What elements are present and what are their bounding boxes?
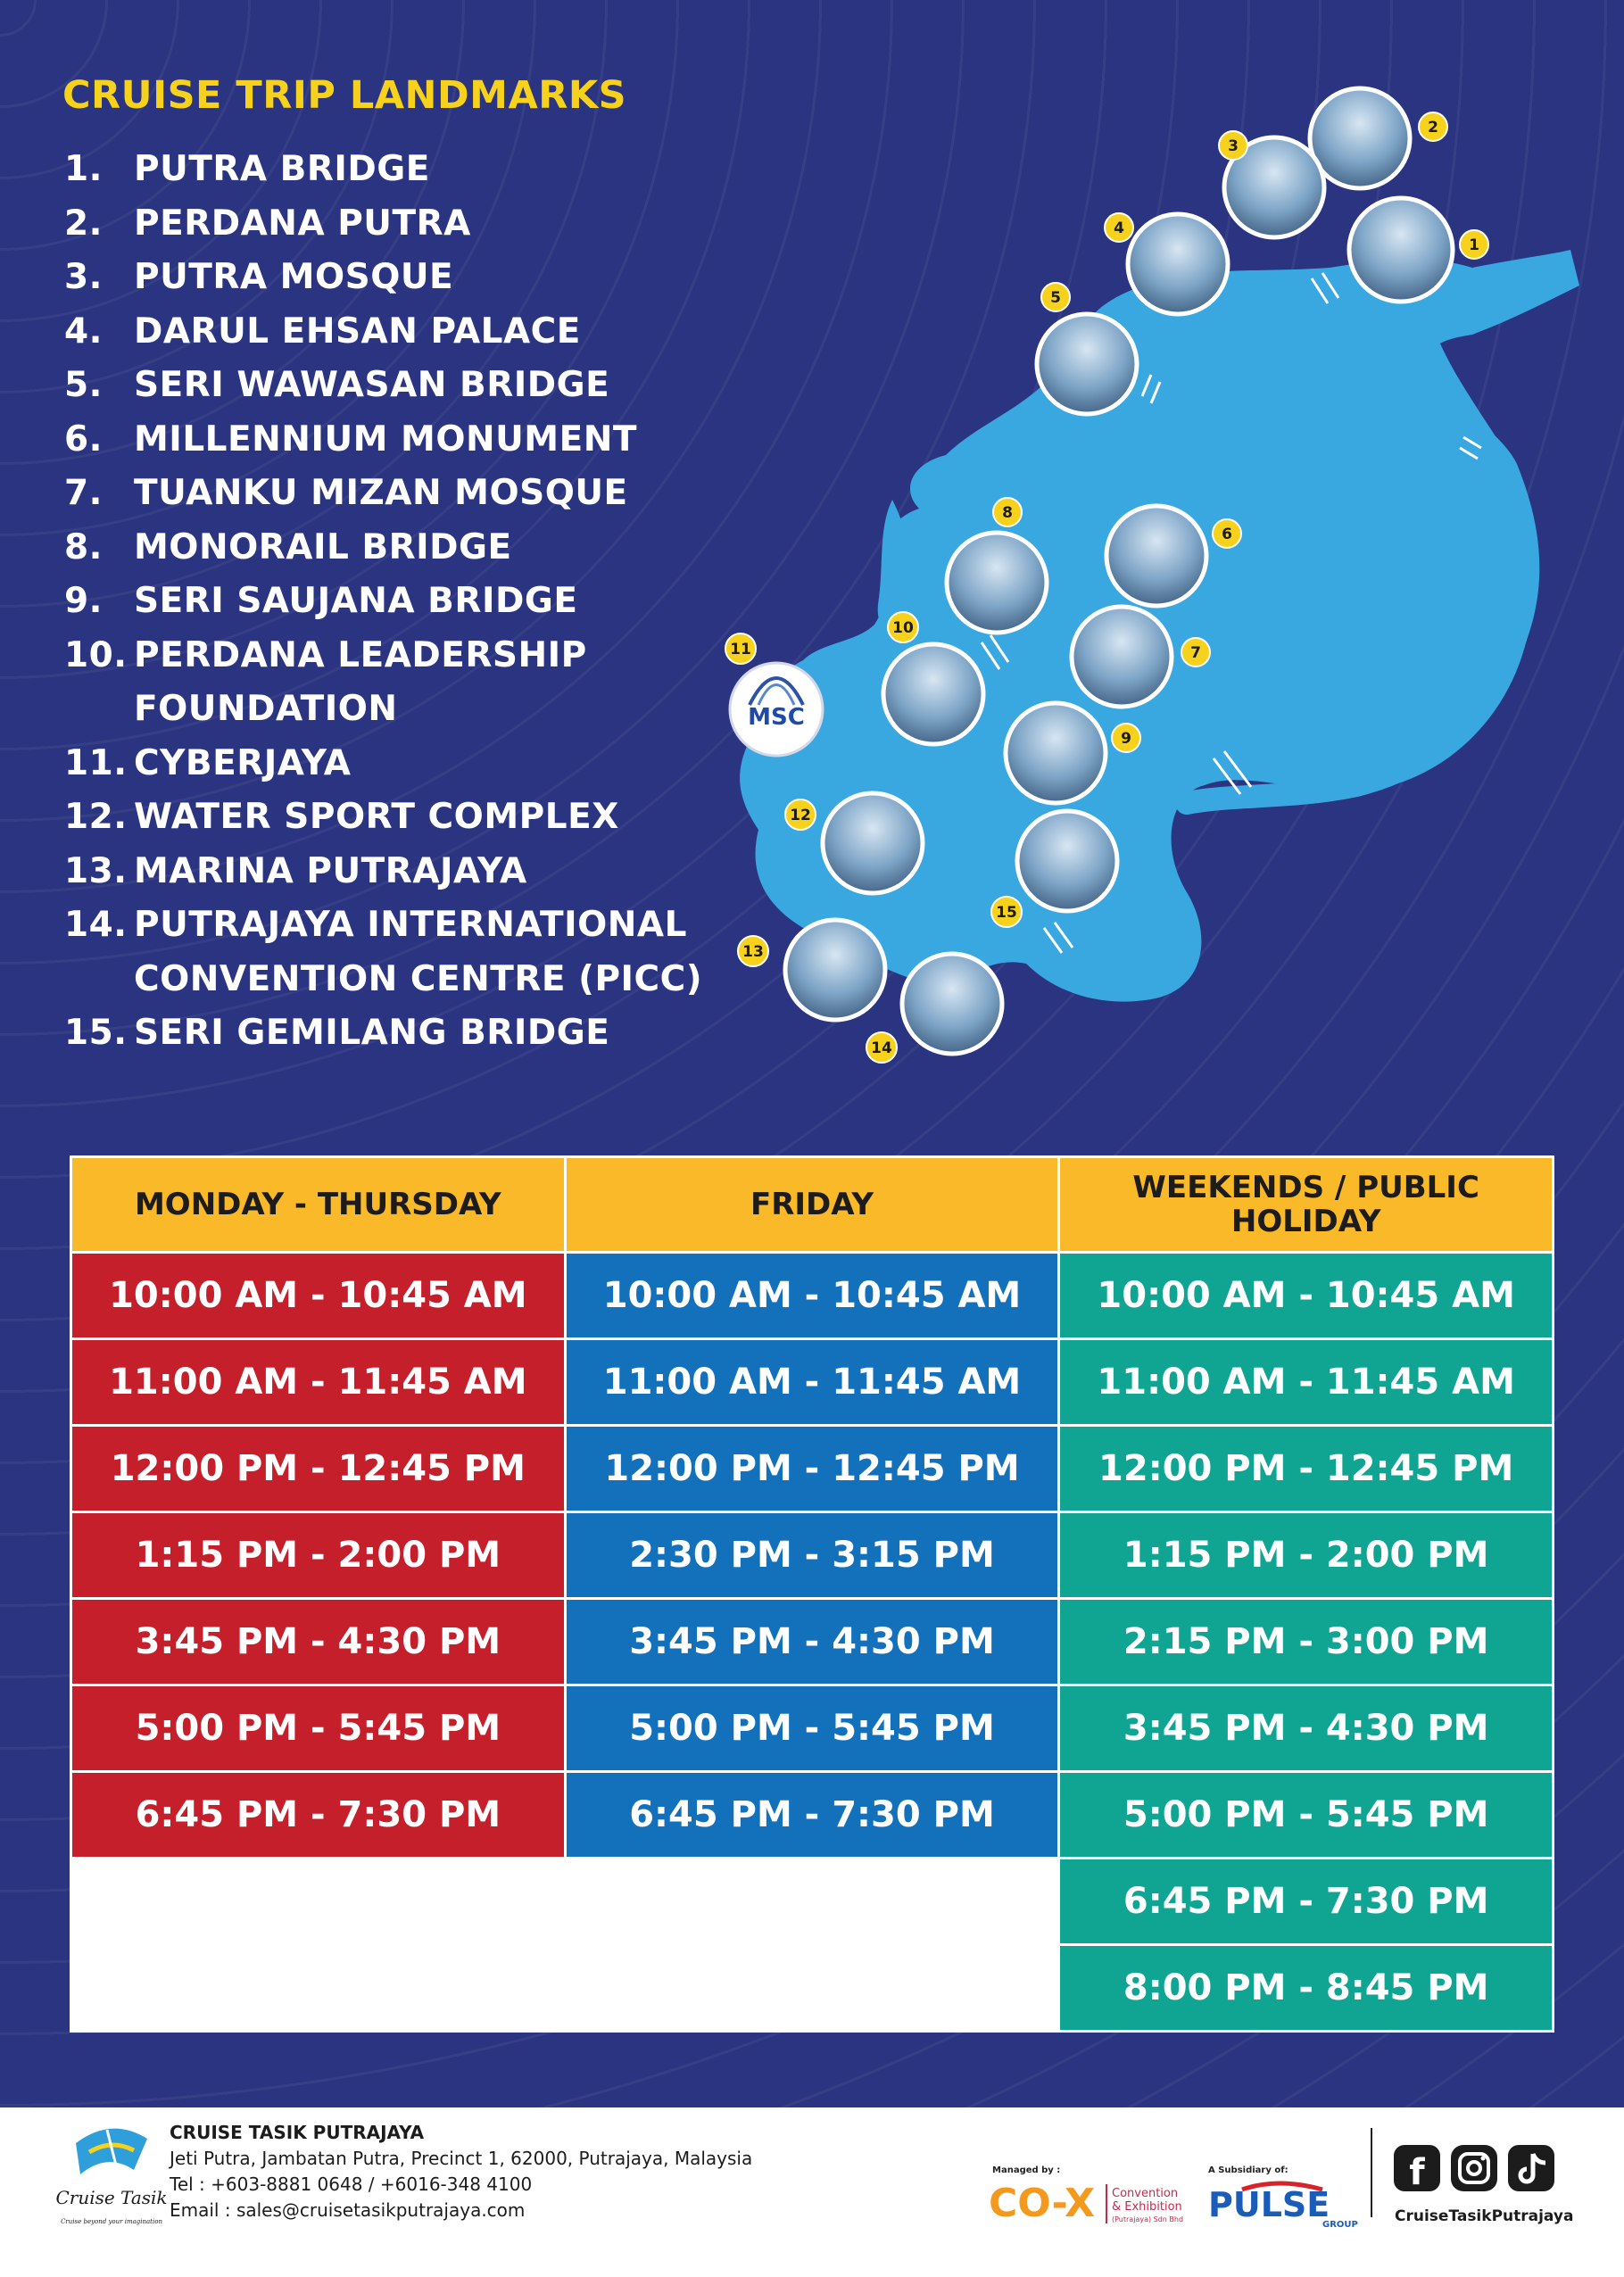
svg-text:10: 10 — [892, 619, 914, 637]
landmark-item: 12. WATER SPORT COMPLEX — [64, 797, 619, 837]
landmark-item: 6. MILLENNIUM MONUMENT — [64, 418, 637, 460]
cyberjaya-msc-logo — [730, 663, 823, 756]
svg-text:9: 9 — [1121, 730, 1131, 748]
table-row — [71, 1339, 1554, 1426]
mon-thu-slot: 3:45 PM - 4:30 PM — [71, 1599, 566, 1685]
landmark-item: 9. SERI SAUJANA BRIDGE — [64, 581, 578, 621]
landmark-item: 14. PUTRAJAYA INTERNATIONAL CONVENTION CENTRE (PICC) — [64, 905, 703, 999]
weekend-slot: 8:00 PM - 8:45 PM — [1059, 1945, 1554, 2032]
marker-7 — [1181, 638, 1210, 667]
header-weekends-label: WEEKENDS / PUBLIC HOLIDAY — [1132, 1170, 1479, 1239]
svg-text:2: 2 — [1428, 119, 1438, 137]
facebook-icon[interactable] — [1394, 2145, 1440, 2193]
mon-thu-slot: N/A — [71, 1859, 566, 1945]
table-row — [71, 1859, 1554, 1945]
marker-9 — [1112, 724, 1140, 752]
svg-text:1: 1 — [1469, 236, 1479, 254]
svg-text:MSC: MSC — [748, 704, 805, 731]
landmark-photo-10 — [883, 644, 983, 744]
friday-slot: 12:00 PM - 12:45 PM — [565, 1426, 1059, 1512]
friday-slot: N/A — [565, 1945, 1059, 2032]
landmark-photo-4 — [1128, 214, 1228, 314]
mon-thu-slot: 5:00 PM - 5:45 PM — [71, 1685, 566, 1772]
marker-14 — [866, 1032, 897, 1063]
company-info — [170, 2120, 752, 2223]
weekend-slot: 10:00 AM - 10:45 AM — [1059, 1253, 1554, 1339]
svg-text:GROUP: GROUP — [1322, 2220, 1358, 2230]
social-icons — [1392, 2141, 1562, 2195]
header-friday: FRIDAY — [565, 1157, 1059, 1253]
landmark-item: 15. SERI GEMILANG BRIDGE — [64, 1013, 610, 1053]
friday-slot: 5:00 PM - 5:45 PM — [565, 1685, 1059, 1772]
tiktok-icon[interactable] — [1508, 2145, 1554, 2191]
svg-text:& Exhibition: & Exhibition — [1112, 2200, 1182, 2214]
friday-slot: 6:45 PM - 7:30 PM — [565, 1772, 1059, 1859]
landmark-item: 5. SERI WAWASAN BRIDGE — [64, 365, 610, 405]
company-tel: Tel : +603-8881 0648 / +6016-348 4100 — [170, 2174, 533, 2195]
marker-13 — [738, 936, 768, 966]
friday-slot: 11:00 AM - 11:45 AM — [565, 1339, 1059, 1426]
instagram-icon[interactable] — [1451, 2145, 1497, 2191]
landmarks-title: CRUISE TRIP LANDMARKS — [62, 73, 627, 118]
svg-text:Cruise beyond your imagination: Cruise beyond your imagination — [61, 2218, 162, 2225]
svg-text:PULSE: PULSE — [1208, 2185, 1330, 2224]
landmark-photo-2 — [1310, 88, 1410, 188]
svg-text:15: 15 — [996, 904, 1017, 922]
company-email: Email : sales@cruisetasikputrajaya.com — [170, 2199, 526, 2221]
landmark-item: 10. PERDANA LEADERSHIP FOUNDATION — [64, 634, 587, 729]
weekend-slot: 1:15 PM - 2:00 PM — [1059, 1512, 1554, 1599]
marker-10 — [888, 612, 918, 642]
landmark-photo-13 — [785, 920, 885, 1020]
friday-slot: N/A — [565, 1859, 1059, 1945]
svg-text:Cruise Tasik: Cruise Tasik — [55, 2187, 168, 2208]
svg-text:11: 11 — [730, 641, 751, 658]
social-handle: CruiseTasikPutrajaya — [1395, 2207, 1574, 2225]
mon-thu-slot: 10:00 AM - 10:45 AM — [71, 1253, 566, 1339]
mon-thu-slot: 6:45 PM - 7:30 PM — [71, 1772, 566, 1859]
landmark-item: 1. PUTRA BRIDGE — [64, 149, 430, 189]
svg-text:7: 7 — [1190, 644, 1201, 662]
landmark-photo-8 — [947, 533, 1047, 633]
cox-logo — [989, 2177, 1184, 2231]
svg-text:f: f — [1409, 2152, 1425, 2193]
svg-text:CO-X: CO-X — [989, 2181, 1096, 2226]
landmark-item: 7. TUANKU MIZAN MOSQUE — [64, 473, 628, 513]
mon-thu-slot: 11:00 AM - 11:45 AM — [71, 1339, 566, 1426]
pulse-group-logo — [1206, 2177, 1358, 2231]
table-row — [71, 1599, 1554, 1685]
mon-thu-slot: 12:00 PM - 12:45 PM — [71, 1426, 566, 1512]
table-row — [71, 1512, 1554, 1599]
table-row — [71, 1685, 1554, 1772]
marker-1 — [1460, 230, 1488, 259]
weekend-slot: 3:45 PM - 4:30 PM — [1059, 1685, 1554, 1772]
svg-text:12: 12 — [790, 807, 811, 824]
landmark-item: 11. CYBERJAYA — [64, 742, 352, 783]
schedule-header-row — [71, 1157, 1554, 1253]
managed-by-label: Managed by : — [992, 2165, 1061, 2175]
subsidiary-label: A Subsidiary of: — [1208, 2165, 1288, 2175]
marker-2 — [1419, 112, 1447, 141]
table-row — [71, 1772, 1554, 1859]
cruise-schedule-table — [70, 1155, 1554, 2033]
weekend-slot: 6:45 PM - 7:30 PM — [1059, 1859, 1554, 1945]
landmark-item: 3. PUTRA MOSQUE — [64, 257, 454, 297]
lake-map — [0, 0, 1624, 1124]
landmark-item: 13. MARINA PUTRAJAYA — [64, 850, 527, 891]
landmark-photo-1 — [1349, 198, 1453, 302]
svg-text:5: 5 — [1050, 289, 1061, 307]
landmark-item: 4. DARUL EHSAN PALACE — [64, 310, 581, 352]
landmark-photo-7 — [1072, 607, 1172, 707]
landmark-photo-12 — [823, 793, 923, 893]
landmark-photo-15 — [1017, 811, 1117, 911]
marker-5 — [1041, 283, 1070, 311]
table-row — [71, 1426, 1554, 1512]
header-weekends — [1059, 1157, 1554, 1253]
svg-text:4: 4 — [1114, 219, 1124, 237]
table-row — [71, 1253, 1554, 1339]
weekend-slot: 2:15 PM - 3:00 PM — [1059, 1599, 1554, 1685]
friday-slot: 2:30 PM - 3:15 PM — [565, 1512, 1059, 1599]
svg-text:Convention: Convention — [1112, 2187, 1179, 2200]
marker-12 — [785, 799, 816, 830]
svg-text:(Putrajaya) Sdn Bhd: (Putrajaya) Sdn Bhd — [1112, 2215, 1184, 2223]
weekend-slot: 5:00 PM - 5:45 PM — [1059, 1772, 1554, 1859]
svg-text:13: 13 — [742, 943, 764, 961]
friday-slot: 3:45 PM - 4:30 PM — [565, 1599, 1059, 1685]
marker-6 — [1213, 519, 1241, 548]
header-monday-thursday: MONDAY - THURSDAY — [71, 1157, 566, 1253]
weekend-slot: 12:00 PM - 12:45 PM — [1059, 1426, 1554, 1512]
weekend-slot: 11:00 AM - 11:45 AM — [1059, 1339, 1554, 1426]
marker-8 — [993, 498, 1022, 526]
mon-thu-slot: 1:15 PM - 2:00 PM — [71, 1512, 566, 1599]
marker-11 — [725, 633, 756, 664]
footer-divider — [1371, 2128, 1372, 2217]
svg-text:3: 3 — [1228, 137, 1239, 155]
landmark-photo-9 — [1006, 703, 1106, 803]
svg-text:8: 8 — [1002, 504, 1013, 522]
landmark-photo-6 — [1106, 506, 1206, 606]
company-address: Jeti Putra, Jambatan Putra, Precinct 1, 62000, Putrajaya, Malaysia — [170, 2148, 753, 2169]
cruise-tasik-logo — [55, 2116, 168, 2232]
landmark-item: 8. MONORAIL BRIDGE — [64, 526, 512, 567]
svg-text:6: 6 — [1222, 526, 1232, 543]
friday-slot: 10:00 AM - 10:45 AM — [565, 1253, 1059, 1339]
landmark-photo-5 — [1037, 314, 1137, 414]
svg-text:14: 14 — [871, 1039, 892, 1057]
marker-3 — [1219, 131, 1247, 160]
marker-15 — [991, 897, 1022, 927]
landmark-item: 2. PERDANA PUTRA — [64, 203, 471, 244]
table-row — [71, 1945, 1554, 2032]
mon-thu-slot: N/A — [71, 1945, 566, 2032]
marker-4 — [1105, 213, 1133, 242]
landmark-photo-14 — [902, 954, 1002, 1054]
company-name: CRUISE TASIK PUTRAJAYA — [170, 2122, 425, 2143]
